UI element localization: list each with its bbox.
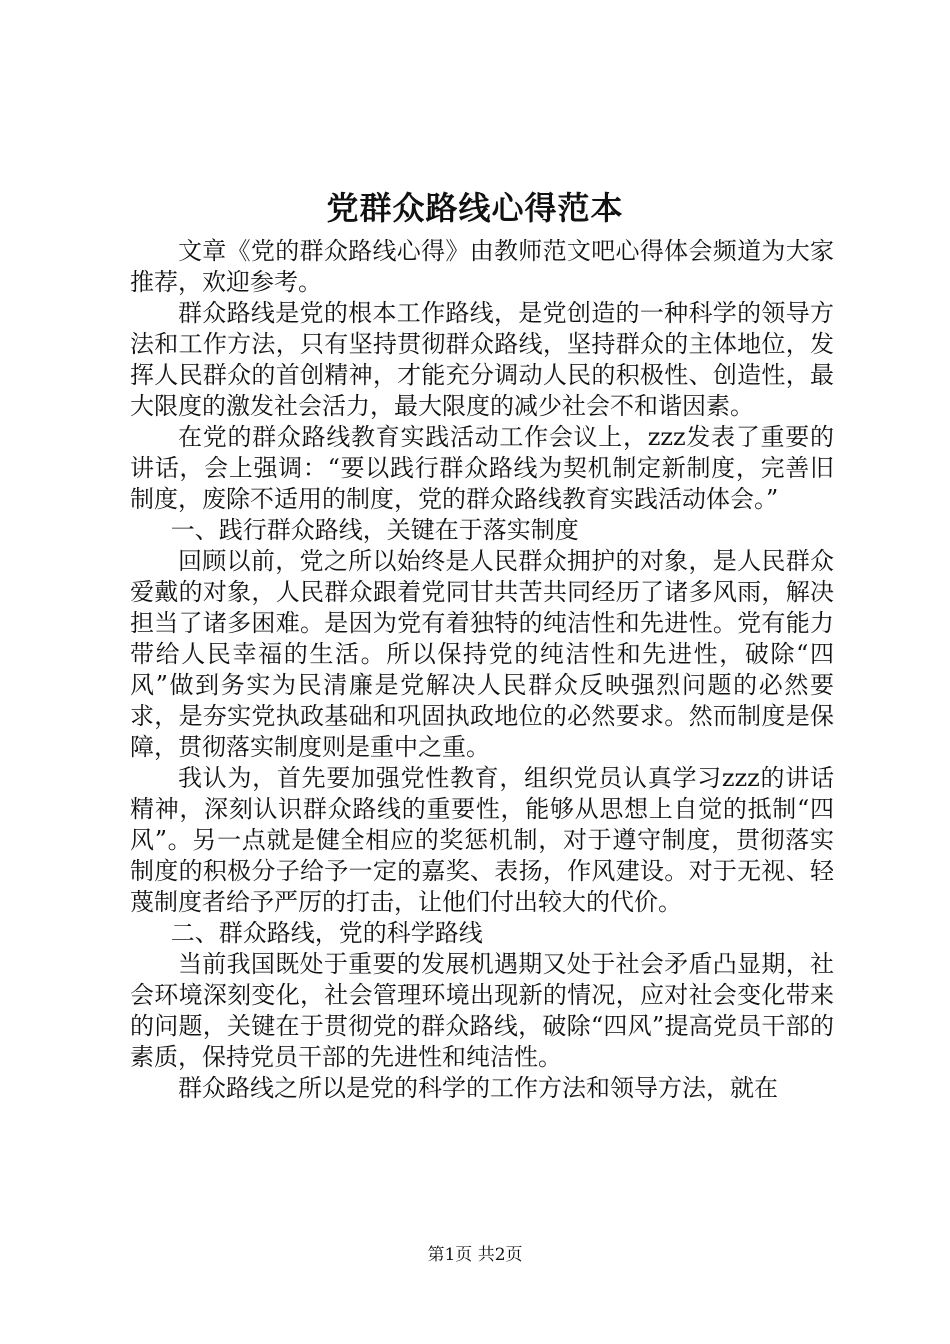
section-heading: 一、践行群众路线，关键在于落实制度 bbox=[170, 516, 579, 544]
body-paragraph: 我认为，首先要加强党性教育，组织党员认真学习zzz的讲话精神，深刻认识群众路线的重要性，能够从思想上自觉的抵制“四风”。另一点就是健全相应的奖惩机制，对于遵守制度，贯彻落实制度的积极分子给予一定的嘉奖、表扬，作风建设。对于无视、轻蔑制度者给予严厉的打击，让他们付出较大的代价。 bbox=[130, 764, 834, 916]
page-number-footer: 第1页 共2页 bbox=[427, 1245, 523, 1265]
body-paragraph: 群众路线之所以是党的科学的工作方法和领导方法，就在 bbox=[178, 1074, 778, 1102]
body-paragraph: 回顾以前，党之所以始终是人民群众拥护的对象，是人民群众爱戴的对象，人民群众跟着党同甘共苦共同经历了诸多风雨，解决担当了诸多困难。是因为党有着独特的纯洁性和先进性。党有能力带给人民幸福的生活。所以保持党的纯洁性和先进性，破除“四风”做到务实为民清廉是党解决人民群众反映强烈问题的必然要求，是夯实党执政基础和巩固执政地位的必然要求。然而制度是保障，贯彻落实制度则是重中之重。 bbox=[130, 547, 834, 761]
page-title: 党群众路线心得范本 bbox=[326, 189, 624, 227]
body-paragraph: 群众路线是党的根本工作路线，是党创造的一种科学的领导方法和工作方法，只有坚持贯彻群众路线，坚持群众的主体地位，发挥人民群众的首创精神，才能充分调动人民的积极性、创造性，最大限度的激发社会活力，最大限度的减少社会不和谐因素。 bbox=[130, 299, 834, 420]
body-paragraph: 当前我国既处于重要的发展机遇期又处于社会矛盾凸显期，社会环境深刻变化，社会管理环境出现新的情况，应对社会变化带来的问题，关键在于贯彻党的群众路线，破除“四风”提高党员干部的素质，保持党员干部的先进性和纯洁性。 bbox=[130, 950, 834, 1071]
intro-paragraph: 文章《党的群众路线心得》由教师范文吧心得体会频道为大家推荐，欢迎参考。 bbox=[130, 237, 834, 296]
section-heading: 二、群众路线，党的科学路线 bbox=[170, 919, 483, 947]
body-paragraph: 在党的群众路线教育实践活动工作会议上，zzz发表了重要的讲话，会上强调：“要以践行群众路线为契机制定新制度，完善旧制度，废除不适用的制度，党的群众路线教育实践活动体会。” bbox=[130, 423, 834, 513]
document-body bbox=[130, 236, 834, 1104]
